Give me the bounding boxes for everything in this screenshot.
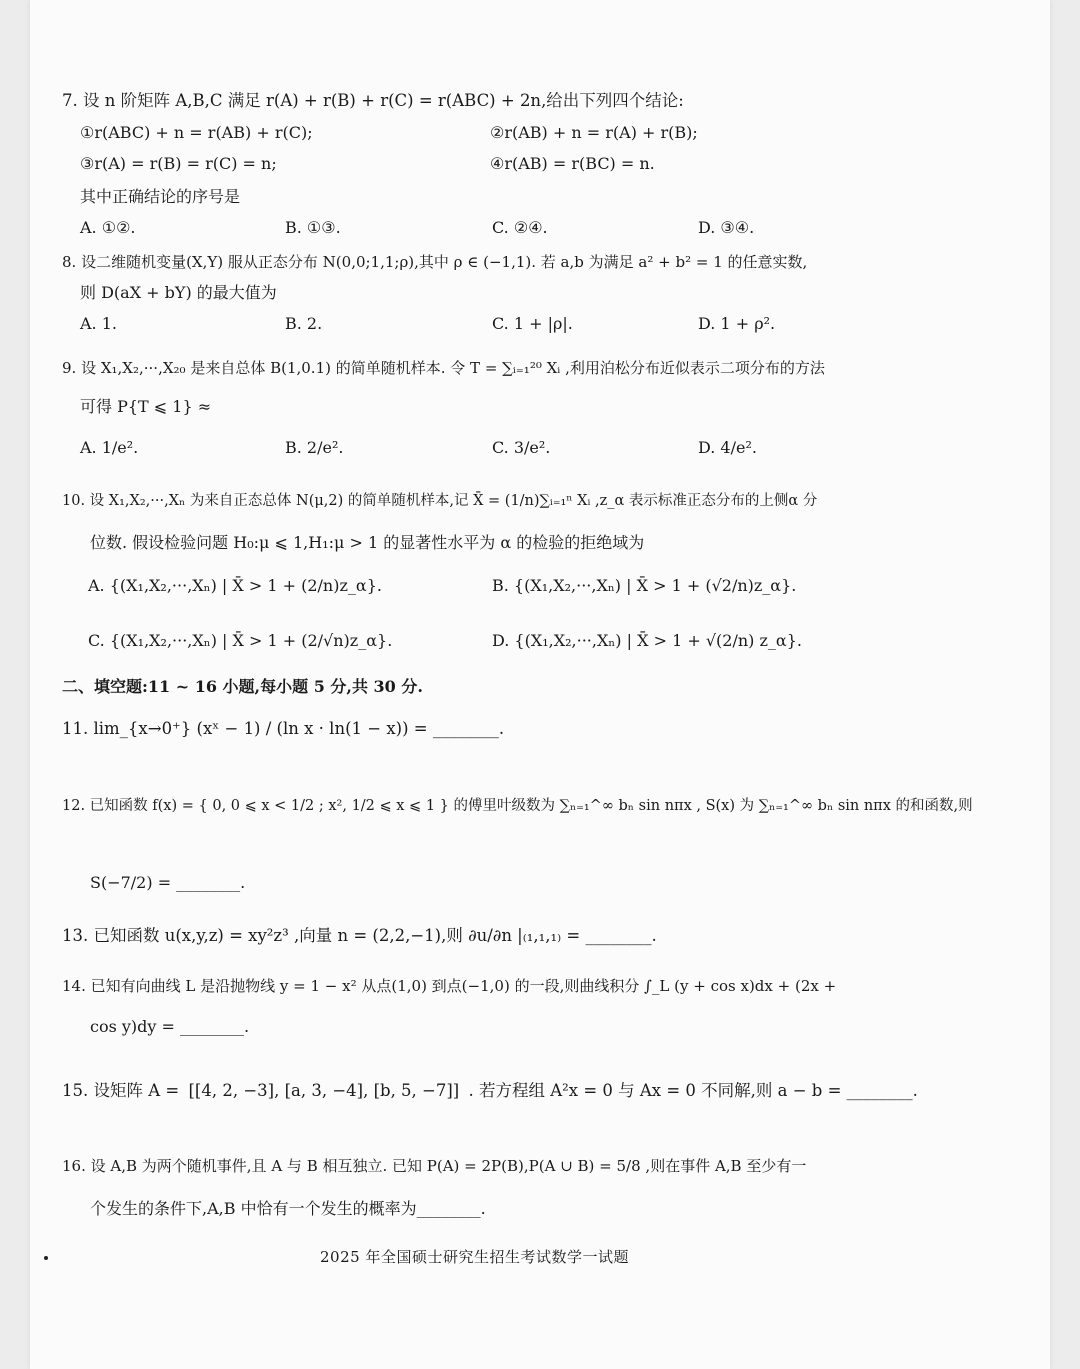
q10-option-a: A. {(X₁,X₂,···,Xₙ) | X̄ > 1 + (2/n)z_α}.	[88, 576, 382, 595]
q9-option-d: D. 4/e².	[698, 438, 757, 457]
q16-stem-cont: 个发生的条件下,A,B 中恰有一个发生的概率为________.	[90, 1199, 486, 1218]
q7-conclusion-2: ②r(AB) + n = r(A) + r(B);	[490, 123, 698, 142]
q9-stem-cont: 可得 P{T ⩽ 1} ≈	[80, 397, 212, 416]
q16-stem: 16. 设 A,B 为两个随机事件,且 A 与 B 相互独立. 已知 P(A) = 2P(B),P(A ∪ B) = 5/8 ,则在事件 A,B 至少有一	[62, 1157, 807, 1175]
q7-stem: 7. 设 n 阶矩阵 A,B,C 满足 r(A) + r(B) + r(C) = r(ABC) + 2n,给出下列四个结论:	[62, 91, 684, 110]
q10-stem-cont: 位数. 假设检验问题 H₀:μ ⩽ 1,H₁:μ > 1 的显著性水平为 α 的检验的拒绝域为	[90, 533, 645, 552]
q15-suffix: . 若方程组 A²x = 0 与 Ax = 0 不同解,则 a − b = ________.	[468, 1081, 918, 1100]
exam-page	[30, 0, 1050, 1369]
q9-option-b: B. 2/e².	[285, 438, 344, 457]
q9-stem: 9. 设 X₁,X₂,···,X₂₀ 是来自总体 B(1,0.1) 的简单随机样本. 令 T = ∑ᵢ₌₁²⁰ Xᵢ ,利用泊松分布近似表示二项分布的方法	[62, 359, 825, 377]
page-dot	[44, 1256, 48, 1260]
page-footer: 2025 年全国硕士研究生招生考试数学一试题	[320, 1248, 629, 1266]
q14-stem: 14. 已知有向曲线 L 是沿抛物线 y = 1 − x² 从点(1,0) 到点(−1,0) 的一段,则曲线积分 ∫_L (y + cos x)dx + (2x +	[62, 977, 837, 995]
q14-stem-cont: cos y)dy = ________.	[90, 1017, 250, 1036]
q7-question: 其中正确结论的序号是	[80, 187, 241, 206]
q10-stem: 10. 设 X₁,X₂,···,Xₙ 为来自正态总体 N(μ,2) 的简单随机样本,记 X̄ = (1/n)∑ᵢ₌₁ⁿ Xᵢ ,z_α 表示标准正态分布的上侧α 分	[62, 493, 818, 509]
q15-prefix: 15. 设矩阵 A =	[62, 1081, 180, 1100]
section-2-heading: 二、填空题:11 ~ 16 小题,每小题 5 分,共 30 分.	[62, 677, 423, 696]
q7-option-d: D. ③④.	[698, 218, 755, 237]
q13: 13. 已知函数 u(x,y,z) = xy²z³ ,向量 n = (2,2,−1),则 ∂u/∂n |₍₁,₁,₁₎ = ________.	[62, 926, 657, 945]
q8-option-b: B. 2.	[285, 314, 323, 333]
q7-option-c: C. ②④.	[492, 218, 548, 237]
q8-option-a: A. 1.	[80, 314, 117, 333]
q8-option-d: D. 1 + ρ².	[698, 314, 776, 333]
q8-stem-cont: 则 D(aX + bY) 的最大值为	[80, 283, 277, 302]
q7-conclusion-1: ①r(ABC) + n = r(AB) + r(C);	[80, 123, 313, 142]
q11: 11. lim_{x→0⁺} (xˣ − 1) / (ln x · ln(1 − x)) = ________.	[62, 719, 505, 738]
q10-option-c: C. {(X₁,X₂,···,Xₙ) | X̄ > 1 + (2/√n)z_α}.	[88, 631, 393, 650]
q7-option-a: A. ①②.	[80, 218, 136, 237]
q8-option-c: C. 1 + |ρ|.	[492, 314, 573, 333]
q7-option-b: B. ①③.	[285, 218, 341, 237]
q9-option-c: C. 3/e².	[492, 438, 551, 457]
q9-option-a: A. 1/e².	[80, 438, 139, 457]
q7-conclusion-3: ③r(A) = r(B) = r(C) = n;	[80, 154, 277, 173]
q7-conclusion-4: ④r(AB) = r(BC) = n.	[490, 154, 655, 173]
q8-stem: 8. 设二维随机变量(X,Y) 服从正态分布 N(0,0;1,1;ρ),其中 ρ ∈ (−1,1). 若 a,b 为满足 a² + b² = 1 的任意实数,	[62, 253, 808, 271]
q12-stem: 12. 已知函数 f(x) = { 0, 0 ⩽ x < 1/2 ; x², 1/2 ⩽ x ⩽ 1 } 的傅里叶级数为 ∑ₙ₌₁^∞ bₙ sin nπx , S(x) 为 ∑ₙ₌₁^∞ bₙ sin nπx 的和函数,则	[62, 798, 973, 814]
q15-matrix: [[4, 2, −3], [a, 3, −4], [b, 5, −7]]	[188, 1081, 460, 1100]
q12-stem-cont: S(−7/2) = ________.	[90, 873, 246, 892]
q15-stem	[62, 1080, 918, 1102]
q10-option-b: B. {(X₁,X₂,···,Xₙ) | X̄ > 1 + (√2/n)z_α}.	[492, 576, 797, 595]
q10-option-d: D. {(X₁,X₂,···,Xₙ) | X̄ > 1 + √(2/n) z_α}.	[492, 631, 802, 650]
